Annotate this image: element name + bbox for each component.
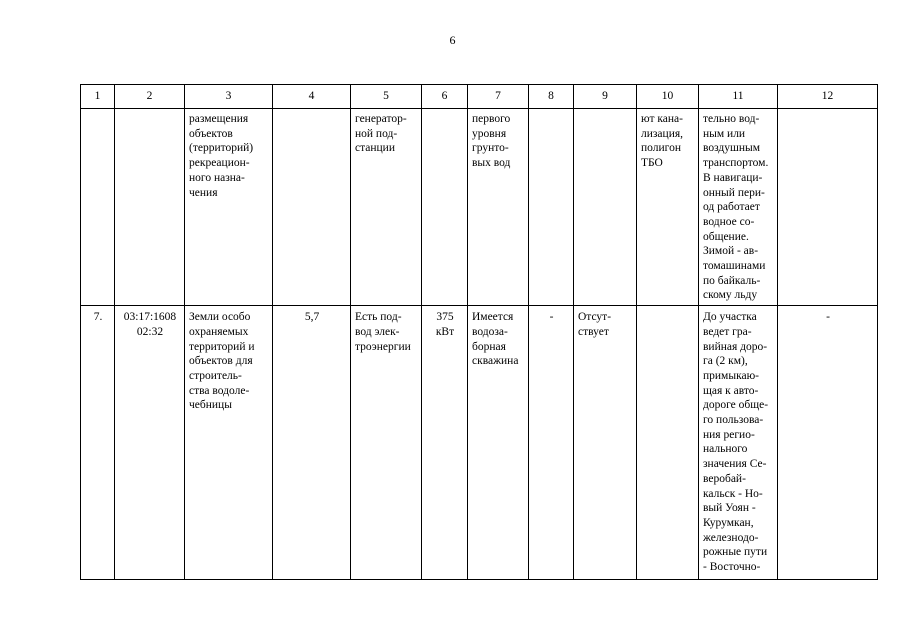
column-header-9: 9 (574, 85, 637, 109)
column-header-12: 12 (778, 85, 878, 109)
cell-col-8 (529, 109, 574, 306)
column-header-10: 10 (637, 85, 699, 109)
cell-transport: тельно вод- ным или воздушным транспортом. В навигаци- онный пери- од работает водное со- общение. Зимой - ав- томашинами по байкаль- скому льду (699, 109, 778, 306)
cell-power-supply: генератор- ной под- станции (351, 109, 422, 306)
column-header-2: 2 (115, 85, 185, 109)
cell-sewerage: ют кана- лизация, полигон ТБО (637, 109, 699, 306)
cell-number: 7. (81, 306, 115, 580)
cell-power (422, 109, 468, 306)
cell-sewerage (637, 306, 699, 580)
cell-number (81, 109, 115, 306)
table-row-continuation (81, 109, 878, 306)
column-header-5: 5 (351, 85, 422, 109)
column-header-3: 3 (185, 85, 273, 109)
column-header-1: 1 (81, 85, 115, 109)
cell-land-category: Земли особо охраняемых территорий и объектов для строитель- ства водоле- чебницы (185, 306, 273, 580)
cell-transport: До участка ведет гра- вийная доро- га (2 км), примыкаю- щая к авто- дороге обще- го пользова- ния регио- нального значения Се- веробай- кальск - Но- вый Уоян - Курумкан, железнодо- рожные пути - Восточно- (699, 306, 778, 580)
cell-power-supply: Есть под- вод элек- троэнергии (351, 306, 422, 580)
land-plots-table (80, 84, 878, 580)
cell-cadastral-number (115, 109, 185, 306)
column-header-7: 7 (468, 85, 529, 109)
column-header-8: 8 (529, 85, 574, 109)
cell-col-9 (574, 109, 637, 306)
column-header-4: 4 (273, 85, 351, 109)
table-row-7 (81, 306, 878, 580)
cell-water-supply: первого уровня грунто- вых вод (468, 109, 529, 306)
cell-col-12: - (778, 306, 878, 580)
cell-col-12 (778, 109, 878, 306)
column-header-6: 6 (422, 85, 468, 109)
cell-land-category: размещения объектов (территорий) рекреацион- ного назна- чения (185, 109, 273, 306)
header-row (81, 85, 878, 109)
cell-power: 375 кВт (422, 306, 468, 580)
page-number: 6 (449, 33, 456, 47)
cell-area: 5,7 (273, 306, 351, 580)
cell-water-supply: Имеется водоза- борная скважина (468, 306, 529, 580)
cell-col-9: Отсут- ствует (574, 306, 637, 580)
cell-col-8: - (529, 306, 574, 580)
cell-area (273, 109, 351, 306)
column-header-11: 11 (699, 85, 778, 109)
cell-cadastral-number: 03:17:1608 02:32 (115, 306, 185, 580)
